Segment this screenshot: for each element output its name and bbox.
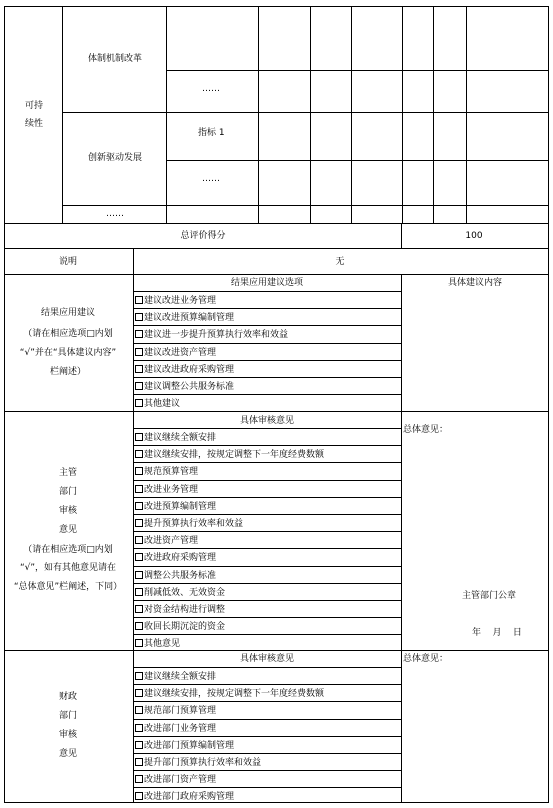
- results-option-label: 其他建议: [144, 399, 181, 409]
- results-option-label: 建议改进资产管理: [144, 348, 217, 358]
- supervisor-option-13[interactable]: [135, 639, 180, 650]
- grid-hline: [133, 770, 401, 771]
- supervisor-left-line3: 审核: [58, 506, 78, 516]
- checkbox-icon[interactable]: [135, 450, 143, 458]
- results-option-3[interactable]: [135, 330, 288, 341]
- grid-hline: [133, 360, 401, 361]
- results-option-5[interactable]: [135, 365, 234, 376]
- grid-hline: [133, 480, 401, 481]
- finance-option-label: 改进部门政府采购管理: [144, 792, 235, 802]
- checkbox-icon[interactable]: [135, 433, 143, 441]
- grid-hline: [4, 411, 549, 412]
- results-option-label: 建议调整公共服务标准: [144, 382, 235, 392]
- checkbox-icon[interactable]: [135, 313, 143, 321]
- grid-hline: [133, 634, 401, 635]
- finance-overall-label: 总体意见：: [403, 654, 449, 664]
- explanation-value: 无: [335, 257, 345, 267]
- grid-hline: [4, 650, 549, 651]
- checkbox-icon[interactable]: [135, 741, 143, 749]
- results-option-label: 建议改进业务管理: [144, 296, 217, 306]
- checkbox-icon[interactable]: [135, 792, 143, 800]
- finance-option-label: 建议继续安排，按规定调整下一年度经费数额: [144, 689, 325, 699]
- results-option-7[interactable]: [135, 399, 180, 410]
- grid-vline: [351, 6, 352, 223]
- supervisor-option-label: 规范预算管理: [144, 467, 199, 477]
- grid-hline: [4, 248, 549, 249]
- finance-option-3[interactable]: [135, 706, 216, 717]
- grid-hline: [133, 548, 401, 549]
- reform-ellipsis: ……: [202, 84, 220, 94]
- results-left-line3: “√”并在“具体建议内容”: [19, 348, 117, 358]
- checkbox-icon[interactable]: [135, 758, 143, 766]
- results-option-1[interactable]: [135, 296, 216, 307]
- grid-vline: [310, 6, 311, 223]
- results-left-line1: 结果应用建议: [40, 308, 96, 318]
- results-option-2[interactable]: [135, 313, 234, 324]
- checkbox-icon[interactable]: [135, 571, 143, 579]
- grid-hline: [133, 343, 401, 344]
- grid-hline: [133, 684, 401, 685]
- supervisor-left-line2: 部门: [58, 487, 78, 497]
- finance-option-6[interactable]: [135, 758, 261, 769]
- grid-vline: [258, 6, 259, 223]
- explanation-label: 说明: [58, 257, 78, 267]
- checkbox-icon[interactable]: [135, 519, 143, 527]
- grid-hline: [133, 531, 401, 532]
- supervisor-option-3[interactable]: [135, 467, 198, 478]
- grid-hline: [133, 462, 401, 463]
- supervisor-option-label: 其他意见: [144, 639, 181, 649]
- checkbox-icon[interactable]: [135, 689, 143, 697]
- finance-option-8[interactable]: [135, 792, 234, 803]
- supervisor-option-label: 改进业务管理: [144, 485, 199, 495]
- checkbox-icon[interactable]: [135, 775, 143, 783]
- grid-hline: [133, 325, 401, 326]
- more-rows-ellipsis: ……: [106, 209, 124, 219]
- supervisor-seal-label: 主管部门公章: [462, 591, 517, 601]
- supervisor-left-line6: “√”，如有其他意见请在: [19, 563, 117, 573]
- grid-hline: [133, 377, 401, 378]
- finance-left-line1: 财政: [58, 692, 78, 702]
- grid-hline: [133, 291, 401, 292]
- results-option-label: 建议进一步提升预算执行效率和效益: [144, 330, 289, 340]
- finance-option-2[interactable]: [135, 689, 324, 700]
- total-score-label: 总评价得分: [180, 231, 226, 241]
- finance-left-line3: 审核: [58, 730, 78, 740]
- grid-hline: [133, 753, 401, 754]
- results-option-label: 建议改进政府采购管理: [144, 365, 235, 375]
- supervisor-option-label: 削减低效、无效资金: [144, 588, 226, 598]
- supervisor-option-label: 改进政府采购管理: [144, 553, 217, 563]
- results-option-label: 建议改进预算编制管理: [144, 313, 235, 323]
- supervisor-option-label: 建议继续全额安排: [144, 433, 217, 443]
- grid-hline: [133, 667, 401, 668]
- supervisor-left-line1: 主管: [58, 468, 78, 478]
- grid-hline: [133, 566, 401, 567]
- supervisor-option-8[interactable]: [135, 553, 216, 564]
- checkbox-icon[interactable]: [135, 467, 143, 475]
- checkbox-icon[interactable]: [135, 330, 143, 338]
- grid-vline: [401, 274, 402, 803]
- indicator-1-label: 指标 1: [198, 128, 225, 138]
- innovation-label: 创新驱动发展: [87, 153, 143, 163]
- finance-option-1[interactable]: [135, 672, 216, 683]
- supervisor-option-label: 提升预算执行效率和效益: [144, 519, 244, 529]
- checkbox-icon[interactable]: [135, 382, 143, 390]
- grid-hline: [62, 205, 549, 206]
- grid-hline: [166, 160, 549, 161]
- finance-option-label: 改进部门业务管理: [144, 724, 217, 734]
- total-score-value: 100: [465, 231, 483, 241]
- supervisor-option-label: 调整公共服务标准: [144, 571, 217, 581]
- results-content-header: 具体建议内容: [447, 278, 503, 288]
- finance-left-line2: 部门: [58, 711, 78, 721]
- grid-hline: [4, 274, 549, 275]
- checkbox-icon[interactable]: [135, 296, 143, 304]
- checkbox-icon[interactable]: [135, 365, 143, 373]
- grid-hline: [133, 428, 401, 429]
- grid-vline: [62, 6, 63, 223]
- finance-option-label: 改进部门预算编制管理: [144, 741, 235, 751]
- reform-label: 体制机制改革: [87, 54, 143, 64]
- checkbox-icon[interactable]: [135, 622, 143, 630]
- grid-hline: [133, 701, 401, 702]
- grid-hline: [133, 719, 401, 720]
- checkbox-icon[interactable]: [135, 485, 143, 493]
- finance-option-label: 建议继续全额安排: [144, 672, 217, 682]
- checkbox-icon[interactable]: [135, 399, 143, 407]
- grid-vline: [166, 6, 167, 223]
- supervisor-option-5[interactable]: [135, 502, 216, 513]
- supervisor-option-10[interactable]: [135, 588, 225, 599]
- supervisor-overall-label: 总体意见：: [403, 425, 449, 435]
- grid-vline: [401, 223, 402, 248]
- supervisor-date: 年 月 日: [472, 628, 522, 638]
- checkbox-icon[interactable]: [135, 672, 143, 680]
- supervisor-option-12[interactable]: [135, 622, 225, 633]
- grid-hline: [133, 308, 401, 309]
- supervisor-left-line7: “总体意见”栏阐述，下同）: [13, 582, 123, 592]
- checkbox-icon[interactable]: [135, 706, 143, 714]
- supervisor-options-header: 具体审核意见: [239, 416, 295, 426]
- innovation-ellipsis: ……: [202, 174, 220, 184]
- grid-hline: [133, 583, 401, 584]
- checkbox-icon[interactable]: [135, 724, 143, 732]
- grid-hline: [133, 445, 401, 446]
- supervisor-option-7[interactable]: [135, 536, 198, 547]
- sustainability-label-line2: 续性: [24, 119, 44, 129]
- supervisor-option-label: 建议继续安排，按规定调整下一年度经费数额: [144, 450, 325, 460]
- results-option-6[interactable]: [135, 382, 234, 393]
- finance-option-label: 改进部门资产管理: [144, 775, 217, 785]
- grid-hline: [133, 600, 401, 601]
- results-options-header: 结果应用建议选项: [230, 278, 304, 288]
- finance-option-label: 规范部门预算管理: [144, 706, 217, 716]
- supervisor-left-line4: 意见: [58, 525, 78, 535]
- finance-option-label: 提升部门预算执行效率和效益: [144, 758, 262, 768]
- supervisor-option-label: 对资金结构进行调整: [144, 605, 226, 615]
- grid-hline: [133, 514, 401, 515]
- checkbox-icon[interactable]: [135, 553, 143, 561]
- grid-hline: [133, 787, 401, 788]
- grid-hline: [166, 70, 549, 71]
- grid-vline: [466, 6, 467, 223]
- supervisor-left-line5: （请在相应选项□内划: [23, 545, 113, 555]
- grid-hline: [133, 736, 401, 737]
- supervisor-option-label: 改进预算编制管理: [144, 502, 217, 512]
- grid-hline: [133, 497, 401, 498]
- checkbox-icon[interactable]: [135, 502, 143, 510]
- checkbox-icon[interactable]: [135, 588, 143, 596]
- checkbox-icon[interactable]: [135, 605, 143, 613]
- finance-option-4[interactable]: [135, 724, 216, 735]
- grid-vline: [402, 6, 403, 223]
- sustainability-label-line1: 可持: [24, 101, 44, 111]
- finance-option-7[interactable]: [135, 775, 216, 786]
- checkbox-icon[interactable]: [135, 639, 143, 647]
- supervisor-option-9[interactable]: [135, 571, 216, 582]
- supervisor-option-label: 改进资产管理: [144, 536, 199, 546]
- supervisor-option-4[interactable]: [135, 485, 198, 496]
- grid-hline: [133, 617, 401, 618]
- grid-hline: [4, 223, 549, 224]
- results-left-line4: 栏阐述）: [49, 367, 87, 377]
- grid-vline: [433, 6, 434, 223]
- checkbox-icon[interactable]: [135, 348, 143, 356]
- finance-option-5[interactable]: [135, 741, 234, 752]
- results-option-4[interactable]: [135, 348, 216, 359]
- checkbox-icon[interactable]: [135, 536, 143, 544]
- finance-left-line4: 意见: [58, 749, 78, 759]
- results-left-line2: （请在相应选项□内划: [23, 329, 113, 339]
- grid-hline: [133, 394, 401, 395]
- supervisor-option-label: 收回长期沉淀的资金: [144, 622, 226, 632]
- grid-hline: [62, 112, 549, 113]
- supervisor-option-11[interactable]: [135, 605, 225, 616]
- finance-options-header: 具体审核意见: [239, 654, 295, 664]
- supervisor-option-1[interactable]: [135, 433, 216, 444]
- supervisor-option-2[interactable]: [135, 450, 324, 461]
- supervisor-option-6[interactable]: [135, 519, 243, 530]
